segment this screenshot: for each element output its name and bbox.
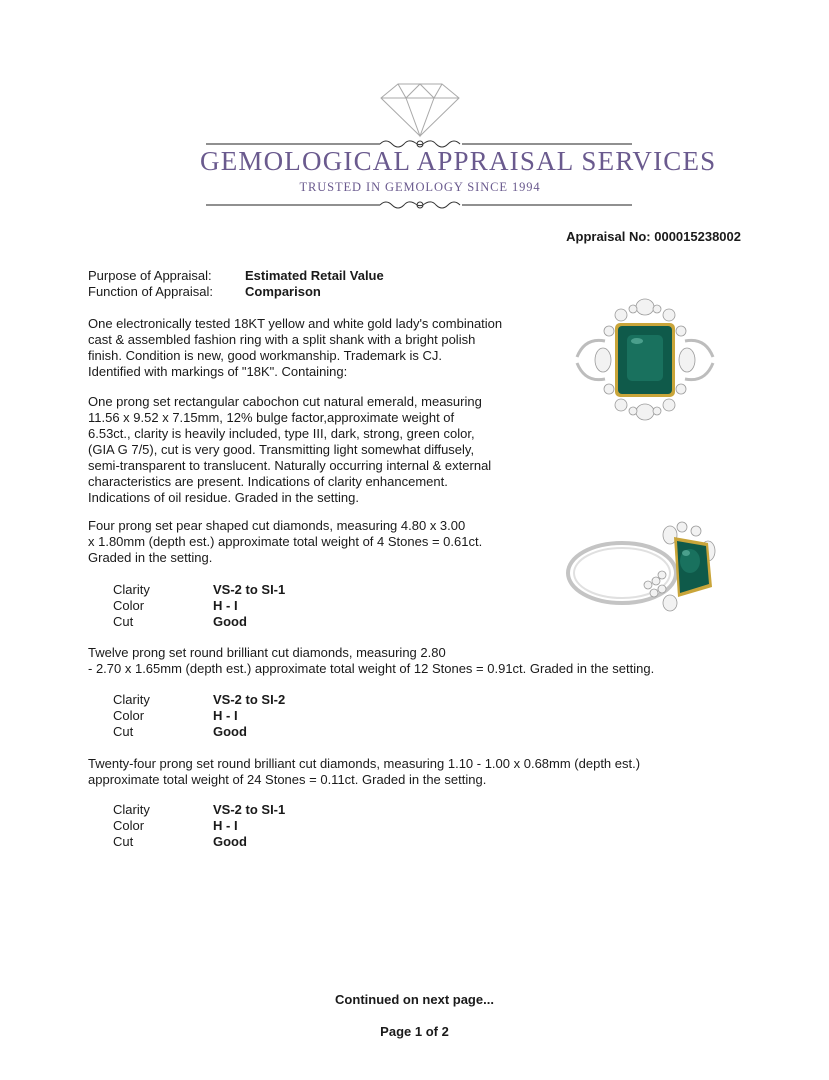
color-value: H - I <box>213 598 238 613</box>
clarity-label: Clarity <box>113 692 150 707</box>
ring-top-view-image <box>575 297 715 422</box>
cut-value: Good <box>213 724 247 739</box>
appraisal-number: Appraisal No: 000015238002 <box>566 229 741 244</box>
grade-block-round24 <box>113 802 285 850</box>
function-row <box>88 284 321 299</box>
purpose-label: Purpose of Appraisal: <box>88 268 212 283</box>
color-label: Color <box>113 818 145 833</box>
color-value: H - I <box>213 708 238 723</box>
ring-description <box>88 316 502 380</box>
text-line: Graded in the setting. <box>88 550 213 565</box>
text-line: Indications of oil residue. Graded in the setting. <box>88 490 359 505</box>
clarity-value: VS-2 to SI-2 <box>213 692 286 707</box>
cut-label: Cut <box>113 614 134 629</box>
clarity-label: Clarity <box>113 582 150 597</box>
purpose-row <box>88 268 384 283</box>
brand-tagline: TRUSTED IN GEMOLOGY SINCE 1994 <box>299 180 541 194</box>
text-line: Twenty-four prong set round brilliant cut diamonds, measuring 1.10 - 1.00 x 0.68mm (depth est.) <box>88 756 641 771</box>
logo <box>200 78 717 218</box>
color-label: Color <box>113 598 145 613</box>
emerald-description <box>88 394 491 506</box>
text-line: semi-transparent to translucent. Naturally occurring internal & external <box>88 458 492 473</box>
brand-title: GEMOLOGICAL APPRAISAL SERVICES <box>200 146 717 176</box>
purpose-value: Estimated Retail Value <box>245 268 384 283</box>
pear-diamonds-description <box>88 518 482 566</box>
text-line: Identified with markings of "18K". Containing: <box>88 364 348 379</box>
cut-label: Cut <box>113 834 134 849</box>
grade-block-pear <box>113 582 285 630</box>
round24-description <box>88 756 640 788</box>
text-line: 6.53ct., clarity is heavily included, type III, dark, strong, green color, <box>88 426 475 441</box>
color-value: H - I <box>213 818 238 833</box>
cut-value: Good <box>213 614 247 629</box>
function-value: Comparison <box>245 284 321 299</box>
cut-label: Cut <box>113 724 134 739</box>
text-line: Twelve prong set round brilliant cut diamonds, measuring 2.80 <box>88 645 446 660</box>
text-line: x 1.80mm (depth est.) approximate total weight of 4 Stones = 0.61ct. <box>88 534 483 549</box>
clarity-label: Clarity <box>113 802 150 817</box>
text-line: One prong set rectangular cabochon cut natural emerald, measuring <box>88 394 482 409</box>
text-line: 11.56 x 9.52 x 7.15mm, 12% bulge factor,approximate weight of <box>88 410 455 425</box>
text-line: characteristics are present. Indications of clarity enhancement. <box>88 474 448 489</box>
page-number: Page 1 of 2 <box>380 1024 449 1039</box>
grade-block-round12 <box>113 692 285 740</box>
function-label: Function of Appraisal: <box>88 284 214 299</box>
text-line: Four prong set pear shaped cut diamonds, measuring 4.80 x 3.00 <box>88 518 466 533</box>
text-line: cast & assembled fashion ring with a split shank with a bright polish <box>88 332 476 347</box>
text-line: finish. Condition is new, good workmanship. Trademark is CJ. <box>88 348 443 363</box>
round12-description <box>88 645 654 677</box>
text-line: approximate total weight of 24 Stones = 0.11ct. Graded in the setting. <box>88 772 487 787</box>
text-line: (GIA G 7/5), cut is very good. Transmitting light somewhat diffusely, <box>88 442 475 457</box>
clarity-value: VS-2 to SI-1 <box>213 802 286 817</box>
text-line: - 2.70 x 1.65mm (depth est.) approximate total weight of 12 Stones = 0.91ct. Graded in the setting. <box>88 661 655 676</box>
text-line: One electronically tested 18KT yellow and white gold lady's combination <box>88 316 503 331</box>
color-label: Color <box>113 708 145 723</box>
clarity-value: VS-2 to SI-1 <box>213 582 286 597</box>
continued-note: Continued on next page... <box>335 992 494 1007</box>
ring-side-view-image <box>562 517 720 617</box>
cut-value: Good <box>213 834 247 849</box>
